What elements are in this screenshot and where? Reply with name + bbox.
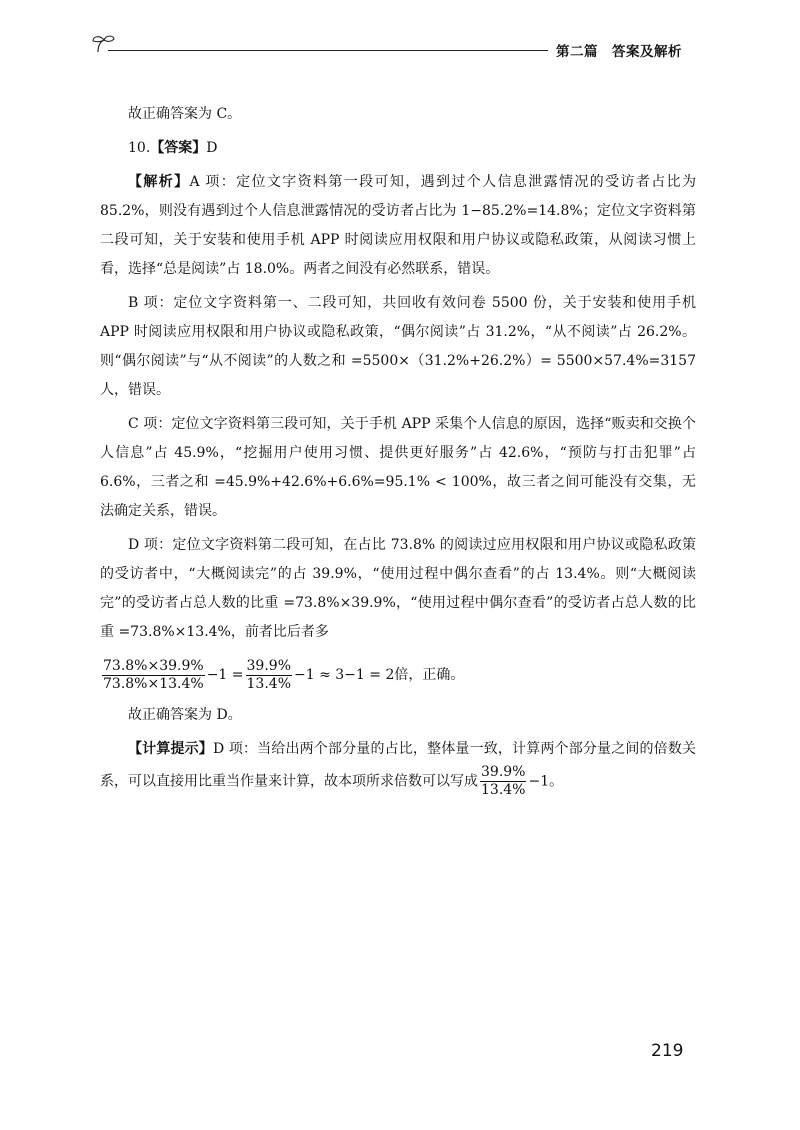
answer-tag: 【答案】 [150,140,207,156]
analysis-d: D 项：定位文字资料第二段可知，在占比 73.8% 的阅读过应用权限和用户协议或隐私政策的受访者中，“大概阅读完”的占 39.9%，“使用过程中偶尔查看”的占 13.4%。则“大概阅读完”的受访者占总人数的比重 =73.8%×39.9%，“使用过程中偶尔查看”的受访者占总人数的比重 =73.8%×13.4%，前者比后者多 [100,537,696,640]
fraction-1-denominator: 73.8%×13.4% [103,675,204,692]
fraction-1-numerator: 73.8%×39.9% [103,657,204,674]
analysis-a-text: A 项：定位文字资料第一段可知，遇到过个人信息泄露情况的受访者占比为 85.2%，则没有遇到过个人信息泄露情况的受访者占比为 1−85.2%=14.8%；定位文字资料第二段可知，关于安装和使用手机 APP 时阅读应用权限和用户协议或隐私政策，从阅读习惯上看，选择“总是阅读”占 18.0%。两者之间没有必然联系，错误。 [100,174,697,277]
header-rule [108,50,548,51]
calculation-tip-text: D 项：当给出两个部分量的占比，整体量一致，计算两个部分量之间的倍数关系，可以直接用比重当作量来计算，故本项所求倍数可以写成 [100,741,696,790]
answer-value: D [206,140,218,156]
calculation-tip-tail: −1。 [528,773,564,790]
paragraph-correct-answer-c: 故正确答案为 C。 [128,106,242,122]
analysis-b: B 项：定位文字资料第一、二段可知，共回收有效问卷 5500 份，关于安装和使用手机 APP 时阅读应用权限和用户协议或隐私政策，“偶尔阅读”占 31.2%，“从不阅读”占 26.2%。则“偶尔阅读”与“从不阅读”的人数之和 =5500×（31.2%+26.2%）= 5500×57.4%=3157 人，错误。 [100,295,696,398]
analysis-a [100,168,696,284]
fraction-3-numerator: 39.9% [481,764,526,780]
ratio-formula [100,653,696,697]
question-number: 10. [128,140,151,156]
sprout-icon [90,34,118,54]
fraction-1 [102,658,205,693]
fraction-3-denominator: 13.4% [481,782,526,798]
analysis-c: C 项：定位文字资料第三段可知，关于手机 APP 采集个人信息的原因，选择“贩卖和交换个人信息”占 45.9%，“挖掘用户使用习惯、提供更好服务”占 42.6%，“预防与打击犯罪”占 6.6%，三者之和 =45.9%+42.6%+6.6%=95.1% < 100%，故三者之间可能没有交集，无法确定关系，错误。 [100,416,696,519]
analysis-tag: 【解析】 [128,174,190,190]
answer-content [100,100,696,799]
fraction-3 [480,764,526,799]
fraction-2-denominator: 13.4% [246,675,291,692]
fraction-2 [246,658,292,693]
formula-mid: −1 = [206,667,244,683]
header-title: 第二篇 答案及解析 [556,44,682,60]
formula-tail: −1 ≈ 3−1 = 2倍，正确。 [294,667,465,683]
calculation-tip-tag: 【计算提示】 [128,741,213,757]
page-number: 219 [651,1041,684,1061]
fraction-2-numerator: 39.9% [246,657,291,674]
question-10-answer [100,134,696,163]
calculation-tip [100,735,696,799]
paragraph-correct-answer-d: 故正确答案为 D。 [128,707,242,723]
